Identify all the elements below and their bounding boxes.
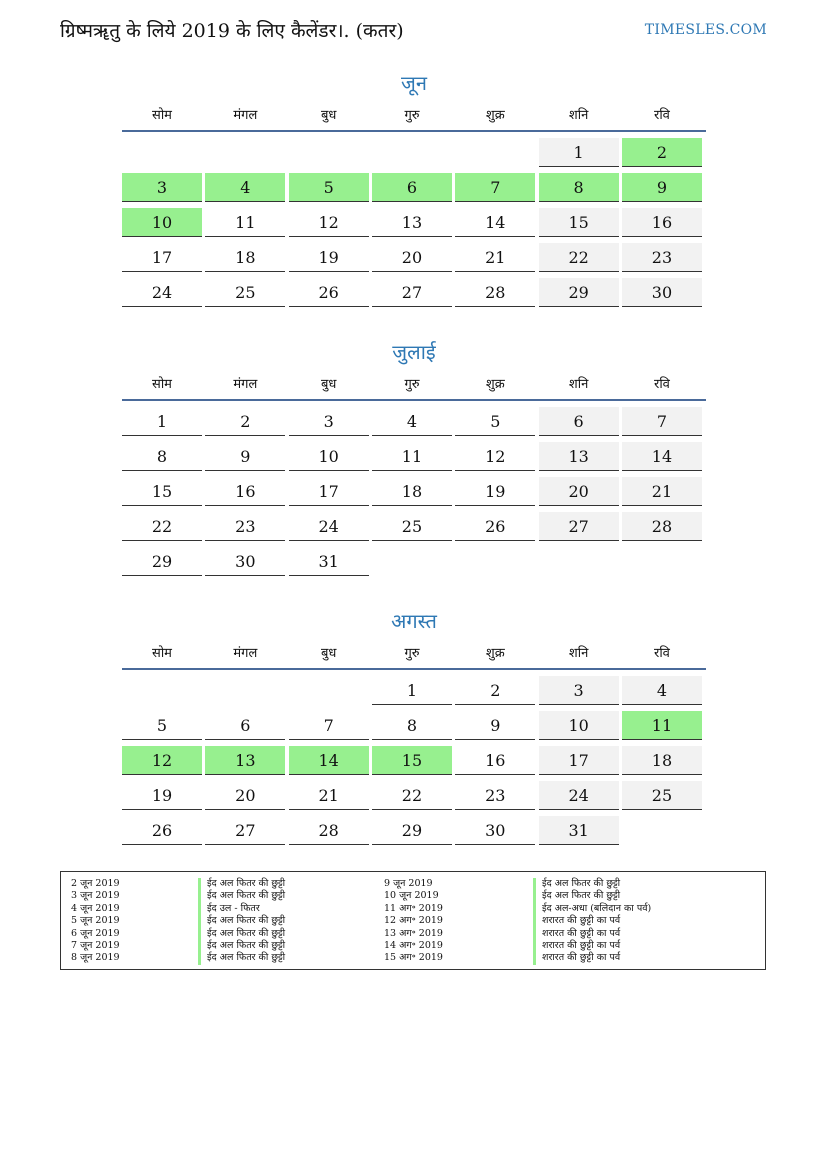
legend-entry: शरारत की छुट्टी का पर्व	[542, 952, 621, 964]
day-cell[interactable]: 21	[289, 781, 369, 810]
day-cell[interactable]: 20	[205, 781, 285, 810]
month-title: अगस्त	[391, 609, 437, 633]
weekday-label: मंगल	[233, 646, 258, 661]
day-cell[interactable]: 7	[622, 407, 702, 436]
day-cell[interactable]: 28	[289, 816, 369, 845]
day-cell[interactable]: 15	[122, 477, 202, 506]
day-cell[interactable]: 26	[122, 816, 202, 845]
day-cell[interactable]: 25	[205, 278, 285, 307]
day-cell[interactable]: 5	[455, 407, 535, 436]
weekday-label: सोम	[152, 646, 172, 661]
weekday-header	[122, 102, 706, 132]
weekday-label: शुक्र	[485, 108, 505, 123]
weekday-label: बुध	[320, 646, 337, 661]
day-cell[interactable]: 1	[372, 676, 452, 705]
day-grid	[122, 407, 706, 576]
day-cell[interactable]: 15	[372, 746, 452, 775]
weekday-label: शनि	[568, 377, 589, 392]
day-cell[interactable]: 19	[122, 781, 202, 810]
day-cell[interactable]: 7	[455, 173, 535, 202]
day-cell[interactable]: 23	[455, 781, 535, 810]
month-title: जून	[401, 71, 427, 95]
legend-entry: 12 अग॰ 2019	[384, 915, 443, 927]
day-cell[interactable]: 18	[372, 477, 452, 506]
day-cell[interactable]: 28	[622, 512, 702, 541]
day-cell[interactable]: 27	[372, 278, 452, 307]
day-cell[interactable]: 3	[122, 173, 202, 202]
empty-cell	[455, 547, 535, 576]
legend-entry: 6 जून 2019	[71, 927, 120, 939]
weekday-label: सोम	[152, 377, 172, 392]
day-cell[interactable]: 24	[539, 781, 619, 810]
weekday-label: बुध	[320, 377, 337, 392]
day-cell[interactable]: 30	[205, 547, 285, 576]
day-cell[interactable]: 3	[539, 676, 619, 705]
day-cell[interactable]: 10	[539, 711, 619, 740]
day-grid	[122, 138, 706, 307]
legend-entry: 3 जून 2019	[71, 890, 120, 902]
day-cell[interactable]: 31	[539, 816, 619, 845]
page-title: ग्रिष्मॠतु के लिये 2019 के लिए कैलेंडर।. (कतर)	[60, 20, 404, 42]
legend-names-left	[198, 878, 285, 965]
legend-entry: 4 जून 2019	[71, 902, 120, 914]
day-cell[interactable]: 17	[122, 243, 202, 272]
day-cell[interactable]: 12	[455, 442, 535, 471]
day-cell[interactable]: 27	[205, 816, 285, 845]
day-cell[interactable]: 25	[372, 512, 452, 541]
day-cell[interactable]: 14	[289, 746, 369, 775]
day-cell[interactable]: 28	[455, 278, 535, 307]
legend-entry: ईद अल फितर की छुट्टी	[542, 890, 621, 902]
legend-entry: ईद अल फितर की छुट्टी	[207, 940, 286, 952]
empty-cell	[205, 138, 285, 167]
day-cell[interactable]: 10	[122, 208, 202, 237]
day-cell[interactable]: 13	[372, 208, 452, 237]
weekday-label: गुरु	[404, 646, 420, 661]
day-cell[interactable]: 29	[122, 547, 202, 576]
day-cell[interactable]: 29	[372, 816, 452, 845]
weekday-label: रवि	[654, 646, 670, 661]
month-august	[122, 606, 706, 845]
day-cell[interactable]: 16	[455, 746, 535, 775]
day-cell[interactable]: 9	[622, 173, 702, 202]
legend-entry: 13 अग॰ 2019	[384, 927, 443, 939]
day-cell[interactable]: 14	[455, 208, 535, 237]
day-cell[interactable]: 14	[622, 442, 702, 471]
empty-cell	[205, 676, 285, 705]
day-cell[interactable]: 6	[205, 711, 285, 740]
legend-entry: शरारत की छुट्टी का पर्व	[542, 940, 621, 952]
legend-entry: 11 अग॰ 2019	[384, 902, 443, 914]
day-cell[interactable]: 9	[205, 442, 285, 471]
day-cell[interactable]: 29	[539, 278, 619, 307]
day-cell[interactable]: 12	[289, 208, 369, 237]
legend-entry: 10 जून 2019	[384, 890, 439, 902]
weekday-label: गुरु	[404, 377, 420, 392]
empty-cell	[622, 816, 702, 845]
day-cell[interactable]: 18	[205, 243, 285, 272]
legend-entry: 14 अग॰ 2019	[384, 940, 443, 952]
day-cell[interactable]: 17	[539, 746, 619, 775]
legend-entry: 9 जून 2019	[384, 878, 433, 889]
day-cell[interactable]: 11	[205, 208, 285, 237]
legend-entry: 2 जून 2019	[71, 878, 120, 889]
empty-cell	[455, 138, 535, 167]
legend-entry: 15 अग॰ 2019	[384, 952, 443, 964]
day-cell[interactable]: 6	[372, 173, 452, 202]
legend-entry: ईद अल फितर की छुट्टी	[207, 927, 286, 939]
month-july	[122, 337, 706, 576]
weekday-label: बुध	[320, 108, 337, 123]
day-cell[interactable]: 25	[622, 781, 702, 810]
day-cell[interactable]: 30	[455, 816, 535, 845]
day-cell[interactable]: 11	[622, 711, 702, 740]
day-cell[interactable]: 9	[455, 711, 535, 740]
legend-entry: शरारत की छुट्टी का पर्व	[542, 915, 621, 927]
empty-cell	[539, 547, 619, 576]
empty-cell	[622, 547, 702, 576]
month-june	[122, 68, 706, 307]
day-cell[interactable]: 2	[205, 407, 285, 436]
weekday-label: शनि	[568, 108, 589, 123]
day-cell[interactable]: 22	[539, 243, 619, 272]
day-cell[interactable]: 2	[455, 676, 535, 705]
weekday-label: मंगल	[233, 377, 258, 392]
day-cell[interactable]: 8	[122, 442, 202, 471]
day-cell[interactable]: 4	[622, 676, 702, 705]
day-cell[interactable]: 5	[289, 173, 369, 202]
legend-entry: ईद उल - फितर	[207, 902, 260, 914]
day-cell[interactable]: 30	[622, 278, 702, 307]
day-cell[interactable]: 22	[122, 512, 202, 541]
empty-cell	[122, 676, 202, 705]
legend-entry: ईद अल फितर की छुट्टी	[207, 890, 286, 902]
day-cell[interactable]: 27	[539, 512, 619, 541]
empty-cell	[289, 676, 369, 705]
empty-cell	[372, 138, 452, 167]
day-cell[interactable]: 13	[539, 442, 619, 471]
day-cell[interactable]: 10	[289, 442, 369, 471]
empty-cell	[289, 138, 369, 167]
legend-entry: ईद अल फितर की छुट्टी	[207, 878, 286, 889]
day-cell[interactable]: 1	[539, 138, 619, 167]
day-cell[interactable]: 18	[622, 746, 702, 775]
weekday-label: सोम	[152, 108, 172, 123]
legend-names-right	[533, 878, 651, 965]
day-cell[interactable]: 21	[455, 243, 535, 272]
holiday-legend	[60, 871, 766, 970]
weekday-label: गुरु	[404, 108, 420, 123]
day-cell[interactable]: 16	[622, 208, 702, 237]
legend-dates-left	[71, 878, 120, 965]
day-grid	[122, 676, 706, 845]
day-cell[interactable]: 7	[289, 711, 369, 740]
day-cell[interactable]: 4	[205, 173, 285, 202]
day-cell[interactable]: 8	[539, 173, 619, 202]
day-cell[interactable]: 24	[289, 512, 369, 541]
day-cell[interactable]: 5	[122, 711, 202, 740]
weekday-label: रवि	[654, 108, 670, 123]
day-cell[interactable]: 24	[122, 278, 202, 307]
day-cell[interactable]: 17	[289, 477, 369, 506]
weekday-label: शनि	[568, 646, 589, 661]
day-cell[interactable]: 8	[372, 711, 452, 740]
day-cell[interactable]: 12	[122, 746, 202, 775]
site-link[interactable]: TIMESLES.COM	[644, 22, 767, 38]
day-cell[interactable]: 26	[455, 512, 535, 541]
weekday-label: रवि	[654, 377, 670, 392]
weekday-label: मंगल	[233, 108, 258, 123]
legend-dates-right	[384, 878, 443, 965]
legend-entry: शरारत की छुट्टी का पर्व	[542, 927, 621, 939]
legend-entry: ईद अल फितर की छुट्टी	[207, 952, 286, 964]
empty-cell	[122, 138, 202, 167]
day-cell[interactable]: 13	[205, 746, 285, 775]
day-cell[interactable]: 23	[205, 512, 285, 541]
legend-entry: ईद अल-अधा (बलिदान का पर्व)	[542, 902, 652, 914]
day-cell[interactable]: 15	[539, 208, 619, 237]
legend-entry: 7 जून 2019	[71, 940, 120, 952]
day-cell[interactable]: 2	[622, 138, 702, 167]
legend-entry: ईद अल फितर की छुट्टी	[542, 878, 621, 889]
day-cell[interactable]: 21	[622, 477, 702, 506]
legend-entry: 8 जून 2019	[71, 952, 120, 964]
weekday-header	[122, 371, 706, 401]
day-cell[interactable]: 16	[205, 477, 285, 506]
weekday-label: शुक्र	[485, 377, 505, 392]
legend-entry: 5 जून 2019	[71, 915, 120, 927]
day-cell[interactable]: 22	[372, 781, 452, 810]
empty-cell	[372, 547, 452, 576]
weekday-label: शुक्र	[485, 646, 505, 661]
day-cell[interactable]: 19	[289, 243, 369, 272]
day-cell[interactable]: 20	[372, 243, 452, 272]
day-cell[interactable]: 11	[372, 442, 452, 471]
day-cell[interactable]: 23	[622, 243, 702, 272]
day-cell[interactable]: 26	[289, 278, 369, 307]
legend-entry: ईद अल फितर की छुट्टी	[207, 915, 286, 927]
weekday-header	[122, 640, 706, 670]
month-title: जुलाई	[392, 340, 436, 364]
day-cell[interactable]: 19	[455, 477, 535, 506]
day-cell[interactable]: 3	[289, 407, 369, 436]
day-cell[interactable]: 4	[372, 407, 452, 436]
day-cell[interactable]: 1	[122, 407, 202, 436]
day-cell[interactable]: 20	[539, 477, 619, 506]
day-cell[interactable]: 31	[289, 547, 369, 576]
day-cell[interactable]: 6	[539, 407, 619, 436]
